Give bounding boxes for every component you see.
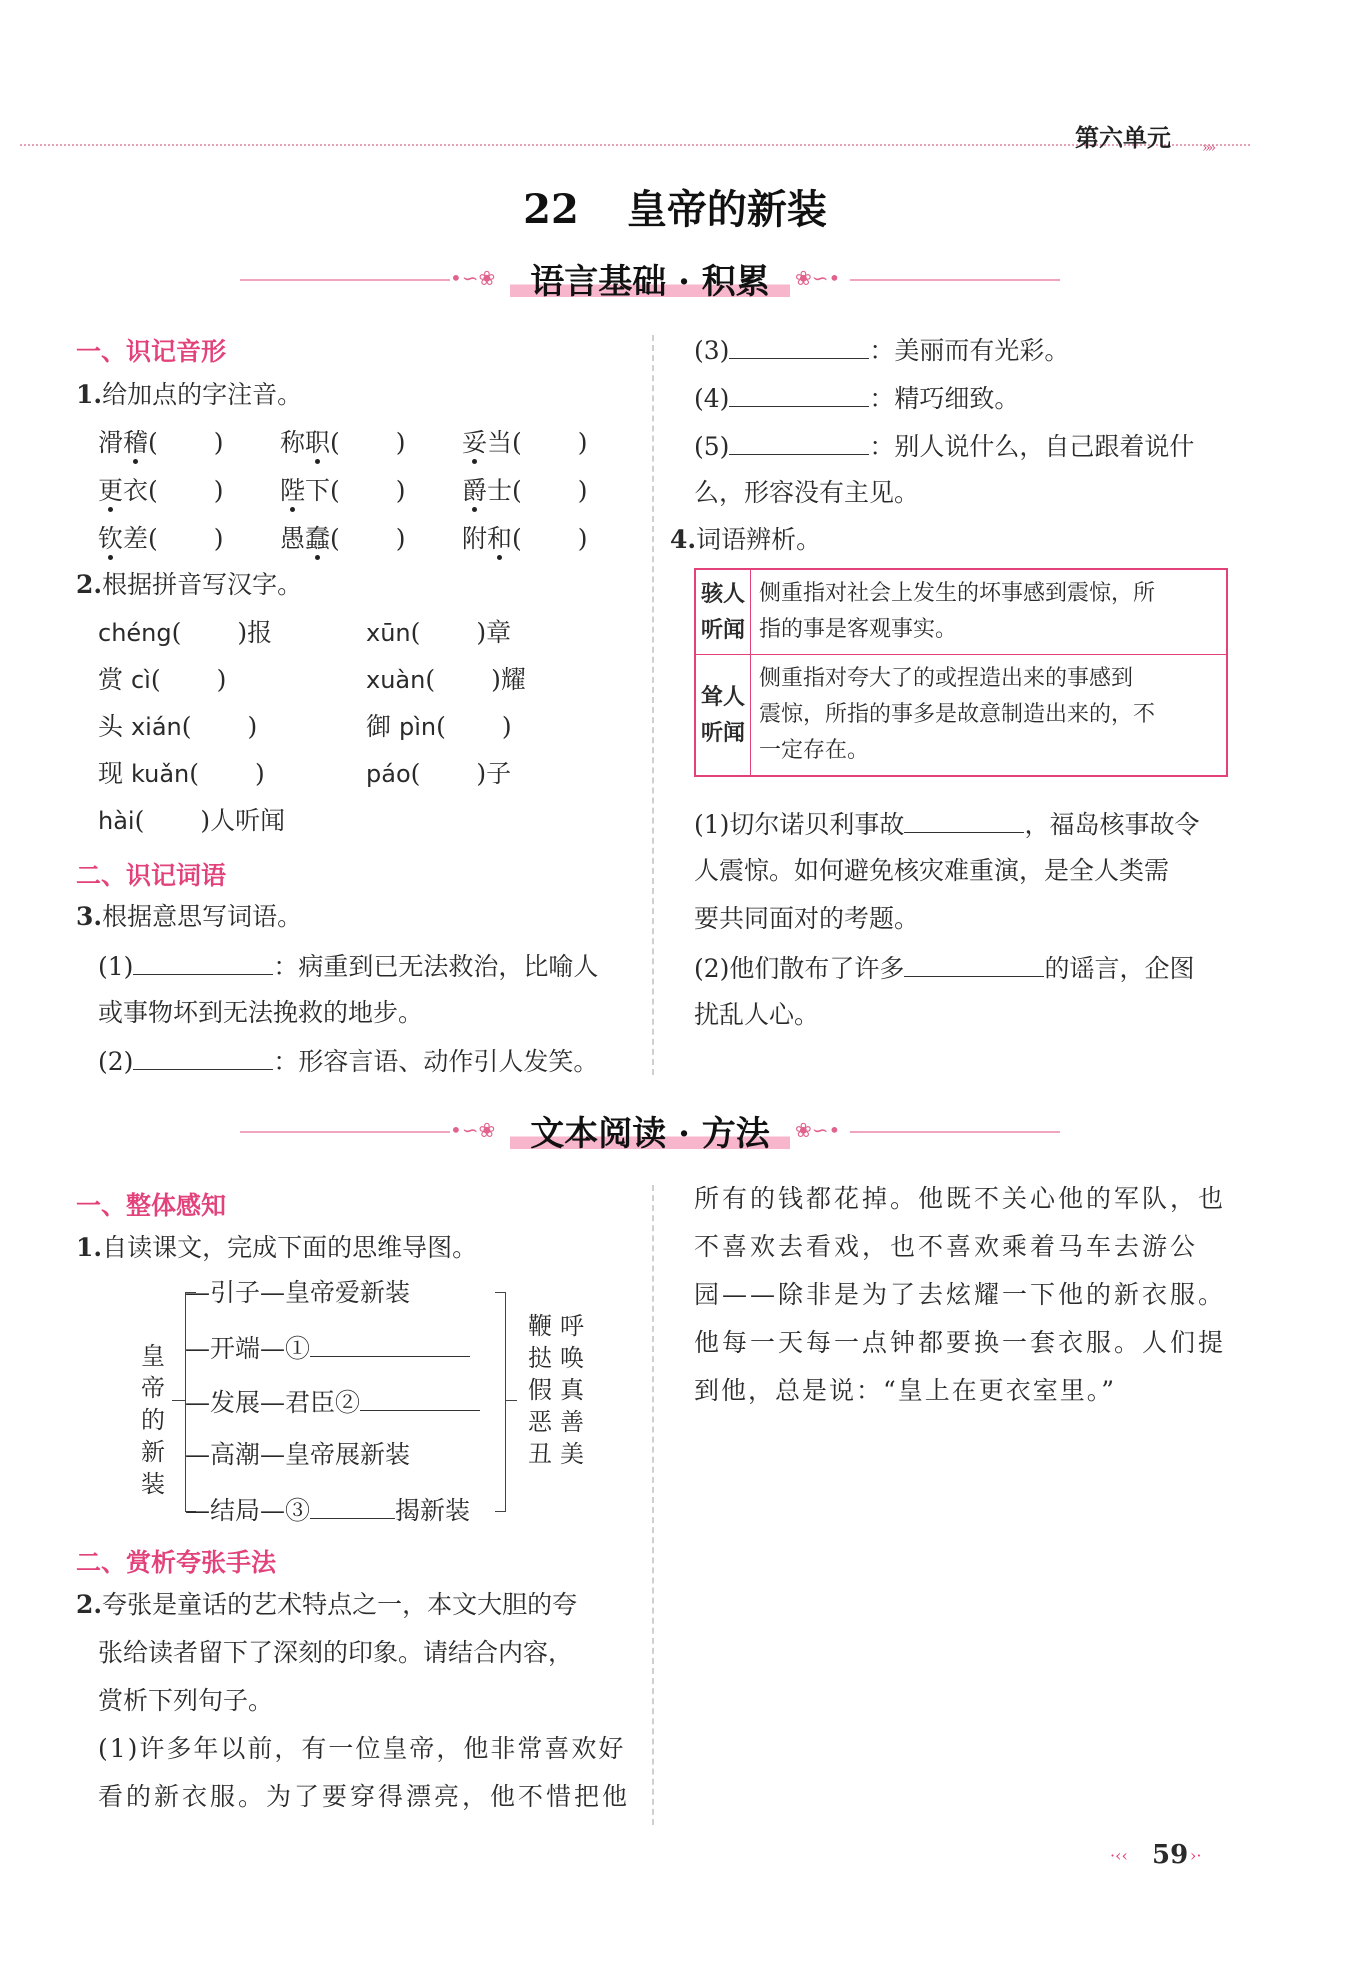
paren-open: ( <box>150 665 161 694</box>
paren-open: ( <box>134 806 145 835</box>
annotation-item <box>280 526 406 551</box>
theme-char: 假 <box>528 1376 552 1404</box>
q4-item-1 <box>694 810 1199 837</box>
table-word <box>695 655 751 777</box>
answer-blank[interactable] <box>360 1388 480 1411</box>
q3-item-1-cont: 或事物坏到无法挽救的地步。 <box>98 998 424 1027</box>
word-char: 称 <box>280 428 306 457</box>
root-char: 新 <box>141 1438 165 1466</box>
ornament-icon: ❀∽• <box>795 266 841 290</box>
branch-label: 开端 <box>210 1334 261 1363</box>
pinyin-item <box>366 761 511 786</box>
mind-map-root <box>138 1340 168 1500</box>
branch-connector: — <box>260 1278 286 1307</box>
question-1 <box>76 1235 477 1260</box>
paren-close: ) <box>255 759 265 788</box>
word-char: 头 <box>98 712 131 741</box>
passage-line: 不喜欢去看戏，也不喜欢乘着马车去游公 <box>694 1232 1199 1261</box>
theme-char: 真 <box>560 1376 584 1404</box>
lesson-number: 22 <box>523 186 579 233</box>
q2-sub-1-cont: 看的新衣服。为了要穿得漂亮，他不惜把他 <box>98 1782 631 1811</box>
word-char: 差 <box>123 524 149 553</box>
branch-connector: — <box>185 1440 210 1469</box>
chevron-icon: »» <box>1202 140 1214 156</box>
branch-label: 发展 <box>210 1388 261 1417</box>
pinyin: xūn <box>366 619 411 647</box>
annotation-item <box>462 478 588 503</box>
section-heading: 二、赏析夸张手法 <box>76 1548 277 1577</box>
item-text: ：形容言语、动作引人发笑。 <box>273 1047 599 1076</box>
pinyin-item <box>366 714 512 739</box>
answer-blank[interactable] <box>310 1334 470 1357</box>
branch-label: 引子 <box>210 1278 261 1307</box>
theme-char: 善 <box>560 1408 584 1436</box>
column-divider <box>652 1185 654 1825</box>
section-banner-1 <box>240 254 1060 304</box>
question-number: 2. <box>76 570 103 599</box>
paren-open: ( <box>330 428 340 457</box>
passage-line: 所有的钱都花掉。他既不关心他的军队，也 <box>694 1184 1227 1213</box>
item-text: ：美丽而有光彩。 <box>869 336 1070 365</box>
root-char: 装 <box>141 1470 165 1498</box>
annotation-item <box>98 526 224 551</box>
paren-open: ( <box>330 524 340 553</box>
answer-blank[interactable] <box>729 432 869 455</box>
theme-char: 鞭 <box>528 1312 552 1340</box>
q3-item-2 <box>98 1047 598 1074</box>
ornament-icon: •∽❀ <box>450 1118 496 1142</box>
pinyin-item <box>98 761 265 786</box>
word-char: 士 <box>487 476 513 505</box>
paren-close: ) <box>395 524 406 553</box>
word-char: 报 <box>247 618 273 647</box>
annotation-item <box>280 478 406 503</box>
question-3 <box>76 904 302 929</box>
root-char: 皇 <box>141 1342 165 1370</box>
mind-map-branch <box>185 1496 470 1523</box>
dotted-char: 稽 <box>123 428 149 457</box>
pinyin: xián <box>130 713 182 741</box>
dotted-char: 妥 <box>462 428 488 457</box>
dotted-char: 更 <box>98 476 124 505</box>
lesson-title <box>0 178 1350 235</box>
theme-char: 美 <box>560 1440 584 1468</box>
question-text: 根据拼音写汉字。 <box>102 570 303 599</box>
paren-close: ) <box>577 476 588 505</box>
answer-blank[interactable] <box>729 384 869 407</box>
annotation-item <box>98 478 224 503</box>
root-connector <box>172 1400 185 1401</box>
branch-marker: ③ <box>285 1496 311 1525</box>
paren-open: ( <box>410 618 421 647</box>
pinyin-item <box>366 620 511 645</box>
paren-open: ( <box>425 665 436 694</box>
paren-open: ( <box>512 428 522 457</box>
branch-connector: — <box>260 1388 286 1417</box>
item-text: ：病重到已无法救治，比喻人 <box>273 952 599 981</box>
annotation-item <box>462 430 588 455</box>
page-number: 59 <box>1152 1840 1189 1870</box>
theme-char: 呼 <box>560 1312 584 1340</box>
q4-item-1-cont: 要共同面对的考题。 <box>694 904 920 933</box>
question-text: 给加点的字注音。 <box>102 380 303 409</box>
item-label: (5) <box>694 432 730 461</box>
page-ornament-left: ·‹‹ <box>1110 1846 1128 1865</box>
branch-connector: — <box>185 1496 210 1525</box>
q2-sub-1 <box>98 1736 625 1761</box>
paren-open: ( <box>171 618 182 647</box>
explanation-line: 侧重指对社会上发生的坏事感到震惊，所 <box>759 581 1156 606</box>
question-1 <box>76 382 302 407</box>
item-label: (2) <box>694 954 730 983</box>
annotation-item <box>462 526 588 551</box>
paren-open: ( <box>512 476 522 505</box>
answer-blank[interactable] <box>310 1496 395 1519</box>
word-char: 耀 <box>500 665 526 694</box>
section-heading: 一、整体感知 <box>76 1191 227 1220</box>
question-number: 1. <box>76 1233 103 1262</box>
q4-item-2-cont: 扰乱人心。 <box>694 1000 820 1029</box>
answer-blank[interactable] <box>133 1047 273 1070</box>
q3-item-5 <box>694 432 1194 459</box>
paren-close: ) <box>395 428 406 457</box>
question-4 <box>670 527 821 552</box>
question-text: 夸张是童话的艺术特点之一，本文大胆的夸 <box>102 1590 578 1619</box>
table-explanation <box>751 655 1228 777</box>
banner-line-left <box>240 1131 450 1133</box>
word-char: 愚 <box>280 524 306 553</box>
pinyin: xuàn <box>366 666 426 694</box>
word-char: 赏 <box>98 665 131 694</box>
question-2-line: 张给读者留下了深刻的印象。请结合内容， <box>98 1638 574 1667</box>
question-text: 根据意思写词语。 <box>102 902 303 931</box>
unit-label: 第六单元 <box>1075 123 1171 152</box>
paren-open: ( <box>148 476 158 505</box>
mind-map-branch <box>185 1442 410 1467</box>
paren-open: ( <box>512 524 522 553</box>
mind-map-branch <box>185 1280 410 1305</box>
table-word <box>695 569 751 655</box>
word-char: 滑 <box>98 428 124 457</box>
item-text: ：精巧细致。 <box>869 384 1020 413</box>
item-text: 切尔诺贝利事故 <box>729 810 905 839</box>
word-char: 下 <box>305 476 331 505</box>
answer-blank[interactable] <box>904 810 1024 833</box>
passage-line: 他每一天每一点钟都要换一套衣服。人们提 <box>694 1328 1227 1357</box>
banner-title: 文本阅读 · 方法 <box>510 1106 790 1155</box>
explanation-line: 一定存在。 <box>759 738 870 763</box>
paren-close: ) <box>237 618 248 647</box>
paren-open: ( <box>148 428 158 457</box>
word-char: 当 <box>487 428 513 457</box>
item-text: ，福岛核事故令 <box>1024 810 1200 839</box>
paren-close: ) <box>491 665 501 694</box>
paren-close: ) <box>476 759 487 788</box>
paren-close: ) <box>395 476 406 505</box>
passage-line: 到他，总是说：“皇上在更衣室里。” <box>694 1376 1117 1405</box>
root-char: 的 <box>141 1406 165 1434</box>
mind-map-theme-2 <box>557 1310 587 1470</box>
paren-open: ( <box>410 759 421 788</box>
paren-close: ) <box>200 806 211 835</box>
question-2-line: 赏析下列句子。 <box>98 1686 274 1715</box>
mind-map-theme-1 <box>525 1310 555 1470</box>
ornament-icon: ❀∽• <box>795 1118 841 1142</box>
table-word-text: 耸人听闻 <box>700 684 745 746</box>
q3-item-4 <box>694 384 1019 411</box>
question-text: 词语辨析。 <box>696 525 822 554</box>
table-word-text: 骇人听闻 <box>700 581 745 643</box>
right-bracket <box>495 1292 506 1512</box>
question-text: 自读课文，完成下面的思维导图。 <box>102 1233 478 1262</box>
theme-char: 唤 <box>560 1344 584 1372</box>
pinyin: kuǎn <box>130 760 190 788</box>
dotted-char: 爵 <box>462 476 488 505</box>
branch-text: 皇帝展新装 <box>285 1440 411 1469</box>
paren-close: ) <box>216 665 227 694</box>
pinyin: pìn <box>398 713 437 741</box>
answer-blank[interactable] <box>133 952 273 975</box>
word-char: 衣 <box>123 476 149 505</box>
banner-title: 语言基础 · 积累 <box>510 254 790 303</box>
item-label: (1) <box>98 1734 140 1763</box>
section-heading: 一、识记音形 <box>76 337 227 366</box>
item-text: 的谣言，企图 <box>1044 954 1195 983</box>
paren-close: ) <box>247 712 258 741</box>
branch-label: 高潮 <box>210 1440 261 1469</box>
paren-open: ( <box>436 712 446 741</box>
paren-open: ( <box>148 524 158 553</box>
question-number: 2. <box>76 1590 103 1619</box>
question-2 <box>76 1592 577 1617</box>
paren-close: ) <box>577 524 588 553</box>
explanation-line: 震惊，所指的事多是故意制造出来的，不 <box>759 702 1156 727</box>
section-banner-2 <box>240 1106 1060 1156</box>
annotation-item <box>280 430 406 455</box>
ornament-icon: •∽❀ <box>450 266 496 290</box>
dotted-char: 蠢 <box>305 524 331 553</box>
item-text: 他们散布了许多 <box>729 954 905 983</box>
item-label: (3) <box>694 336 730 365</box>
q4-item-2 <box>694 954 1194 981</box>
paren-close: ) <box>577 428 588 457</box>
theme-char: 恶 <box>528 1408 552 1436</box>
passage-line: 园——除非是为了去炫耀一下他的新衣服。 <box>694 1280 1227 1309</box>
paren-open: ( <box>181 712 192 741</box>
pinyin-item <box>98 714 257 739</box>
pinyin-item <box>98 808 285 833</box>
theme-char: 丑 <box>528 1440 552 1468</box>
word-char: 人听闻 <box>210 806 286 835</box>
branch-marker: ② <box>335 1388 361 1417</box>
branch-connector: — <box>185 1334 210 1363</box>
table-row <box>695 655 1227 777</box>
dotted-char: 职 <box>305 428 331 457</box>
banner-line-left <box>240 279 450 281</box>
table-row <box>695 569 1227 655</box>
right-connector <box>505 1400 517 1401</box>
column-divider <box>652 335 654 1075</box>
item-label: (4) <box>694 384 730 413</box>
pinyin: cì <box>130 666 151 694</box>
paren-open: ( <box>189 759 200 788</box>
branch-marker: ① <box>285 1334 311 1363</box>
word-char: 章 <box>486 618 512 647</box>
branch-connector: — <box>260 1334 286 1363</box>
dotted-char: 钦 <box>98 524 124 553</box>
banner-line-right <box>850 1131 1060 1133</box>
q3-item-5-cont: 么，形容没有主见。 <box>694 478 920 507</box>
question-2 <box>76 572 302 597</box>
word-char: 现 <box>98 759 131 788</box>
paren-close: ) <box>213 428 224 457</box>
q3-item-3 <box>694 336 1069 363</box>
branch-text: 皇帝爱新装 <box>285 1278 411 1307</box>
item-label: (2) <box>98 1047 134 1076</box>
banner-line-right <box>850 279 1060 281</box>
explanation-line: 侧重指对夸大了的或捏造出来的事感到 <box>759 666 1134 691</box>
word-char: 御 <box>366 712 399 741</box>
paren-close: ) <box>501 712 512 741</box>
branch-text: 君臣 <box>285 1388 336 1417</box>
paren-close: ) <box>213 476 224 505</box>
pinyin: chéng <box>98 619 172 647</box>
q4-item-1-cont: 人震惊。如何避免核灾难重演，是全人类需 <box>694 856 1170 885</box>
page-ornament-right: ›· <box>1190 1846 1202 1865</box>
answer-blank[interactable] <box>729 336 869 359</box>
pinyin: páo <box>366 760 411 788</box>
question-number: 3. <box>76 902 103 931</box>
question-number: 4. <box>670 525 697 554</box>
paren-open: ( <box>330 476 340 505</box>
table-explanation <box>751 569 1228 655</box>
answer-blank[interactable] <box>904 954 1044 977</box>
branch-connector: — <box>185 1388 210 1417</box>
mind-map-branch <box>185 1334 470 1361</box>
paren-close: ) <box>476 618 487 647</box>
dotted-char: 和 <box>487 524 513 553</box>
root-char: 帝 <box>141 1374 165 1402</box>
dotted-char: 陛 <box>280 476 306 505</box>
branch-connector: — <box>185 1278 210 1307</box>
item-text: 许多年以前，有一位皇帝，他非常喜欢好 <box>139 1734 626 1763</box>
item-label: (1) <box>694 810 730 839</box>
section-heading: 二、识记词语 <box>76 861 227 890</box>
q3-item-1 <box>98 952 598 979</box>
item-text: ：别人说什么，自己跟着说什 <box>869 432 1195 461</box>
header-rule <box>20 144 1250 146</box>
word-char: 子 <box>486 759 512 788</box>
question-number: 1. <box>76 380 103 409</box>
pinyin-item <box>98 620 272 645</box>
annotation-item <box>98 430 224 455</box>
branch-text: 揭新装 <box>395 1496 471 1525</box>
explanation-line: 指的事是客观事实。 <box>759 617 958 642</box>
pinyin: hài <box>98 807 135 835</box>
pinyin-item <box>98 667 226 692</box>
paren-close: ) <box>213 524 224 553</box>
lesson-name: 皇帝的新装 <box>626 186 827 233</box>
pinyin-item <box>366 667 526 692</box>
mind-map-branch <box>185 1388 480 1415</box>
branch-connector: — <box>260 1496 286 1525</box>
word-comparison-table <box>694 568 1228 777</box>
item-label: (1) <box>98 952 134 981</box>
theme-char: 挞 <box>528 1344 552 1372</box>
word-char: 附 <box>462 524 488 553</box>
branch-connector: — <box>260 1440 286 1469</box>
branch-label: 结局 <box>210 1496 261 1525</box>
